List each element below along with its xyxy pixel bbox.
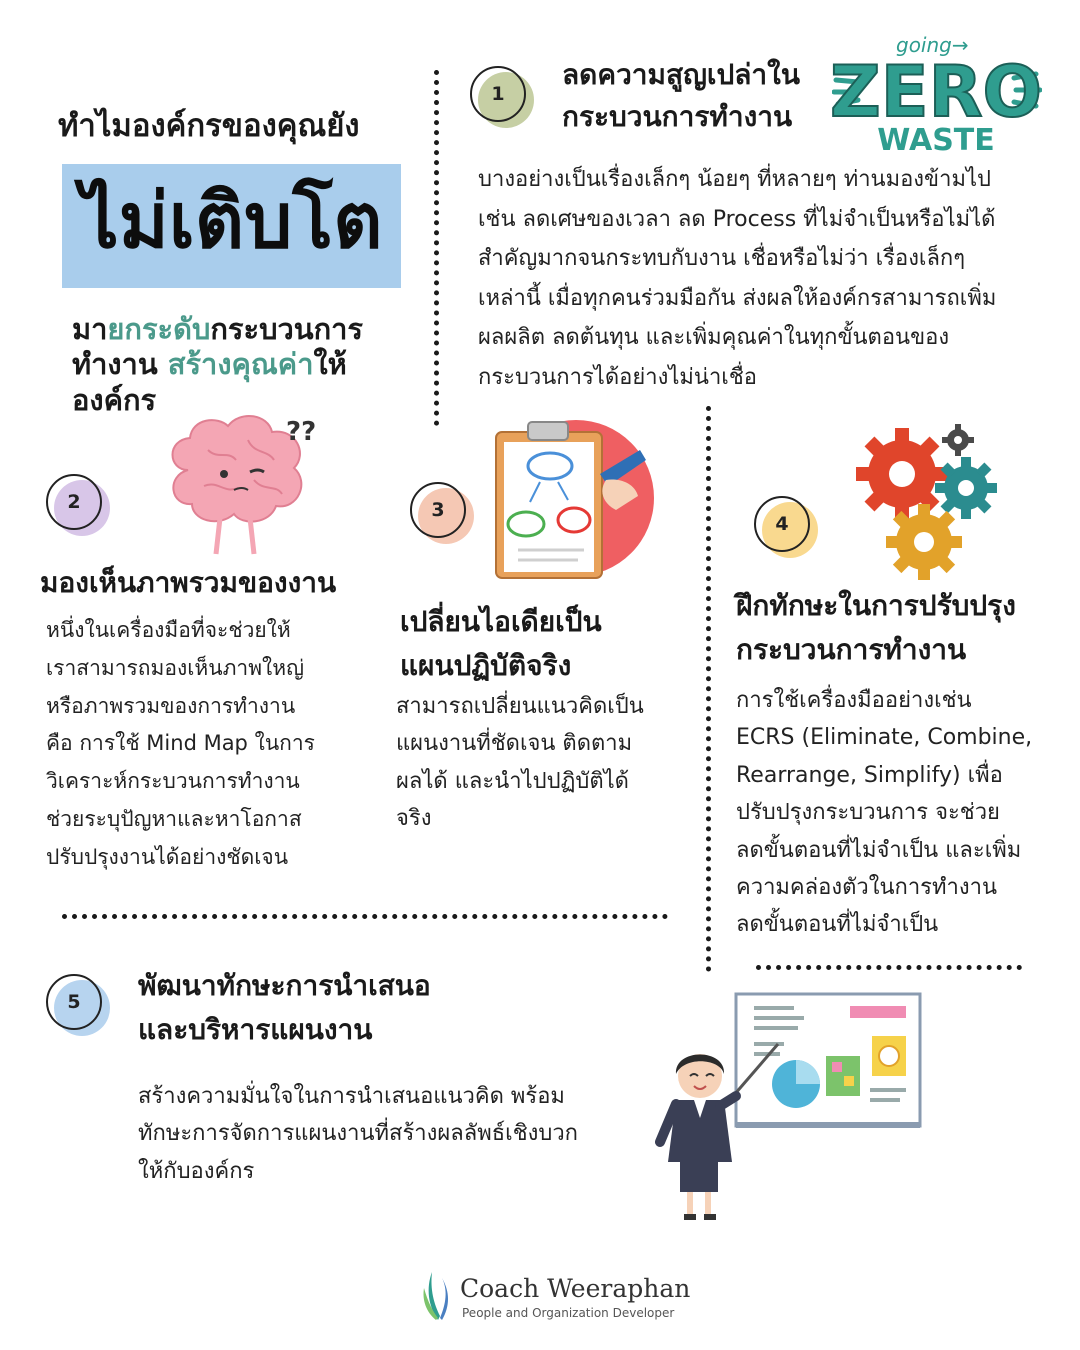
section-4-title: ฝึกทักษะในการปรับปรุง กระบวนการทำงาน xyxy=(736,589,1016,666)
section-1-badge: 1 xyxy=(470,66,528,124)
section-4-badge: 4 xyxy=(754,496,812,554)
presenter-icon xyxy=(650,992,930,1224)
footer-brand: Coach Weeraphan xyxy=(460,1274,691,1303)
section-5-title: พัฒนาทักษะการนำเสนอ และบริหารแผนงาน xyxy=(138,969,431,1046)
section-1-body: บางอย่างเป็นเรื่องเล็กๆ น้อยๆ ที่หลายๆ ท่านมองข้ามไป เช่น ลดเศษของเวลา ลด Process ที่ไม่จำเป็นหรือไม่ได้ สำคัญมากจนกระทบกับงาน เชื่อหรือไม่ว่า เรื่องเล็กๆ เหล่านี้ เมื่อทุกคนร่วมมือกัน ส่งผลให้องค์กรสามารถเพิ่ม ผลผลิต ลดต้นทุน และเพิ่มคุณค่าในทุกขั้นตอนของ กระบวนการได้อย่างไม่น่าเชื่อ xyxy=(478,167,997,390)
section-2-title: มองเห็นภาพรวมของงาน xyxy=(40,566,337,599)
section-5-badge: 5 xyxy=(46,974,104,1032)
gears-icon xyxy=(854,424,1000,584)
divider-vertical-top xyxy=(434,70,439,426)
zero-waste-bottom: WASTE xyxy=(877,123,995,158)
section-3-body: สามารถเปลี่ยนแนวคิดเป็น แผนงานที่ชัดเจน ติดตาม ผลได้ และนำไปปฏิบัติได้ จริง xyxy=(396,694,644,832)
divider-vertical-right xyxy=(706,406,711,972)
divider-horizontal-middle xyxy=(62,914,668,919)
brain-icon xyxy=(158,410,318,560)
headline: ไม่เติบโต xyxy=(80,176,383,265)
section-4-body: การใช้เครื่องมืออย่างเช่น ECRS (Eliminate, Combine, Rearrange, Simplify) เพื่อ ปรับปรุงกระบวนการ จะช่วย ลดขั้นตอนที่ไม่จำเป็น และเพิ่ม ความคล่องตัวในการทำงาน ลดขั้นตอนที่ไม่จำเป็น xyxy=(736,688,1033,938)
section-2-badge: 2 xyxy=(46,474,104,532)
zero-waste-small: going→ xyxy=(896,33,969,57)
section-2-body: หนึ่งในเครื่องมือที่จะช่วยให้ เราสามารถมองเห็นภาพใหญ่ หรือภาพรวมของการทำงาน คือ การใช้ Mind Map ในการ วิเคราะห์กระบวนการทำงาน ช่วยระบุปัญหาและหาโอกาส ปรับปรุงงานได้อย่างชัดเจน xyxy=(46,618,315,869)
svg-text:??: ?? xyxy=(286,417,317,447)
divider-horizontal-right xyxy=(756,965,1022,970)
section-3-title: เปลี่ยนไอเดียเป็น แผนปฏิบัติจริง xyxy=(400,605,602,682)
coach-logo-icon xyxy=(420,1270,456,1322)
footer-tagline: People and Organization Developer xyxy=(462,1306,675,1320)
zero-waste-big: ZERO xyxy=(832,51,1042,133)
zero-waste-logo xyxy=(832,30,1042,158)
section-1-title: ลดความสูญเปล่าใน กระบวนการทำงาน xyxy=(562,58,800,133)
header-question: ทำไมองค์กรของคุณยัง xyxy=(58,108,360,144)
section-5-body: สร้างความมั่นใจในการนำเสนอแนวคิด พร้อม ทักษะการจัดการแผนงานที่สร้างผลลัพธ์เชิงบวก ให้กับองค์กร xyxy=(138,1084,578,1184)
section-3-badge: 3 xyxy=(410,482,468,540)
subheadline: มายกระดับกระบวนการ ทำงาน สร้างคุณค่าให้ องค์กร xyxy=(72,312,364,417)
clipboard-icon xyxy=(488,416,654,582)
